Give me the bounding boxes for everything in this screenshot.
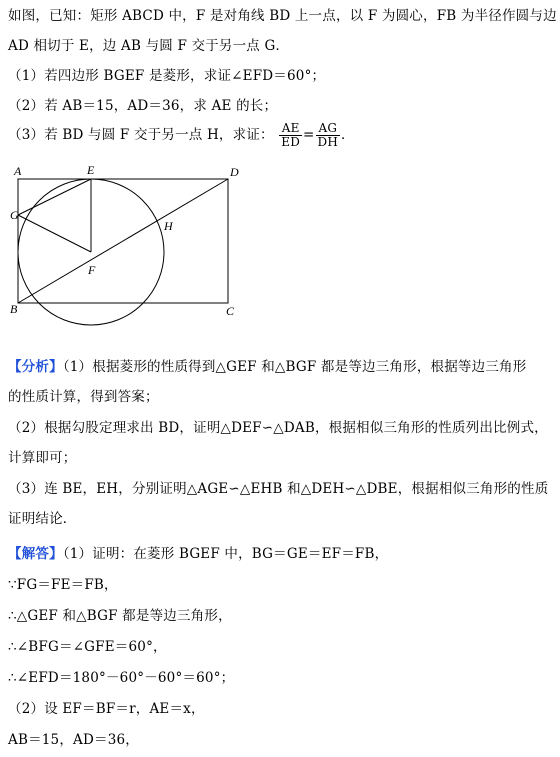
label-b: B [10,302,18,316]
solution-tag: 【解答】 [8,546,63,562]
label-f: F [88,263,96,277]
fraction-denominator: DH [317,135,339,149]
solution-line-1 [8,542,388,562]
equals-sign: = [303,127,315,143]
solution-text: （1）证明：在菱形 BGEF 中，BG＝GE＝EF＝FB， [62,546,389,562]
solution-line-2: ∵FG＝FE＝FB， [8,577,118,593]
analysis-line-4: 计算即可； [8,450,77,466]
solution-line-7: AB＝15，AD＝36， [8,732,139,748]
label-g: G [10,208,19,222]
fraction-denominator: ED [281,135,301,149]
analysis-line-2: 的性质计算，得到答案； [8,389,159,405]
solution-line-4: ∴∠BFG＝∠GFE＝60°， [8,639,167,655]
question-3 [8,122,355,149]
solution-line-5: ∴∠EFD＝180°－60°－60°＝60°； [8,670,235,686]
analysis-line-1 [8,355,526,375]
geometry-figure [6,162,256,342]
fraction-numerator: AG [316,122,341,136]
label-h: H [164,219,173,233]
segment-ge [18,179,91,215]
question-2: （2）若 AB＝15，AD＝36，求 AE 的长； [8,98,278,114]
analysis-line-5: （3）连 BE，EH，分别证明△AGE∽△EHB 和△DEH∽△DBE，根据相似三角形的性质 [8,481,549,497]
diagonal-bd [18,179,228,303]
question-3-prefix: （3）若 BD 与圆 F 交于另一点 H，求证： [8,127,274,143]
analysis-tag: 【分析】 [8,359,63,375]
fraction-ae-ed [279,122,302,149]
problem-intro-line-2: AD 相切于 E，边 AB 与圆 F 交于另一点 G． [8,38,290,54]
analysis-line-3: （2）根据勾股定理求出 BD，证明△DEF∽△DAB，根据相似三角形的性质列出比例式， [8,420,548,436]
analysis-text: （1）根据菱形的性质得到△GEF 和△BGF 都是等边三角形，根据等边三角形 [62,359,527,375]
label-d: D [230,165,239,179]
label-e: E [87,163,95,177]
solution-line-6: （2）设 EF＝BF＝r，AE＝x， [8,701,205,717]
analysis-line-6: 证明结论． [8,511,77,527]
segment-gf [18,215,91,252]
label-c: C [226,304,235,318]
question-1: （1）若四边形 BGEF 是菱形，求证∠EFD＝60°； [8,68,326,84]
label-a: A [14,164,22,178]
fraction-ag-dh [316,122,341,149]
fraction-numerator: AE [279,122,302,136]
question-3-end: ． [341,127,355,143]
problem-intro-line-1: 如图，已知：矩形 ABCD 中，F 是对角线 BD 上一点，以 F 为圆心，FB 为半径作圆与边 [8,8,557,24]
solution-line-3: ∴△GEF 和△BGF 都是等边三角形， [8,608,232,624]
